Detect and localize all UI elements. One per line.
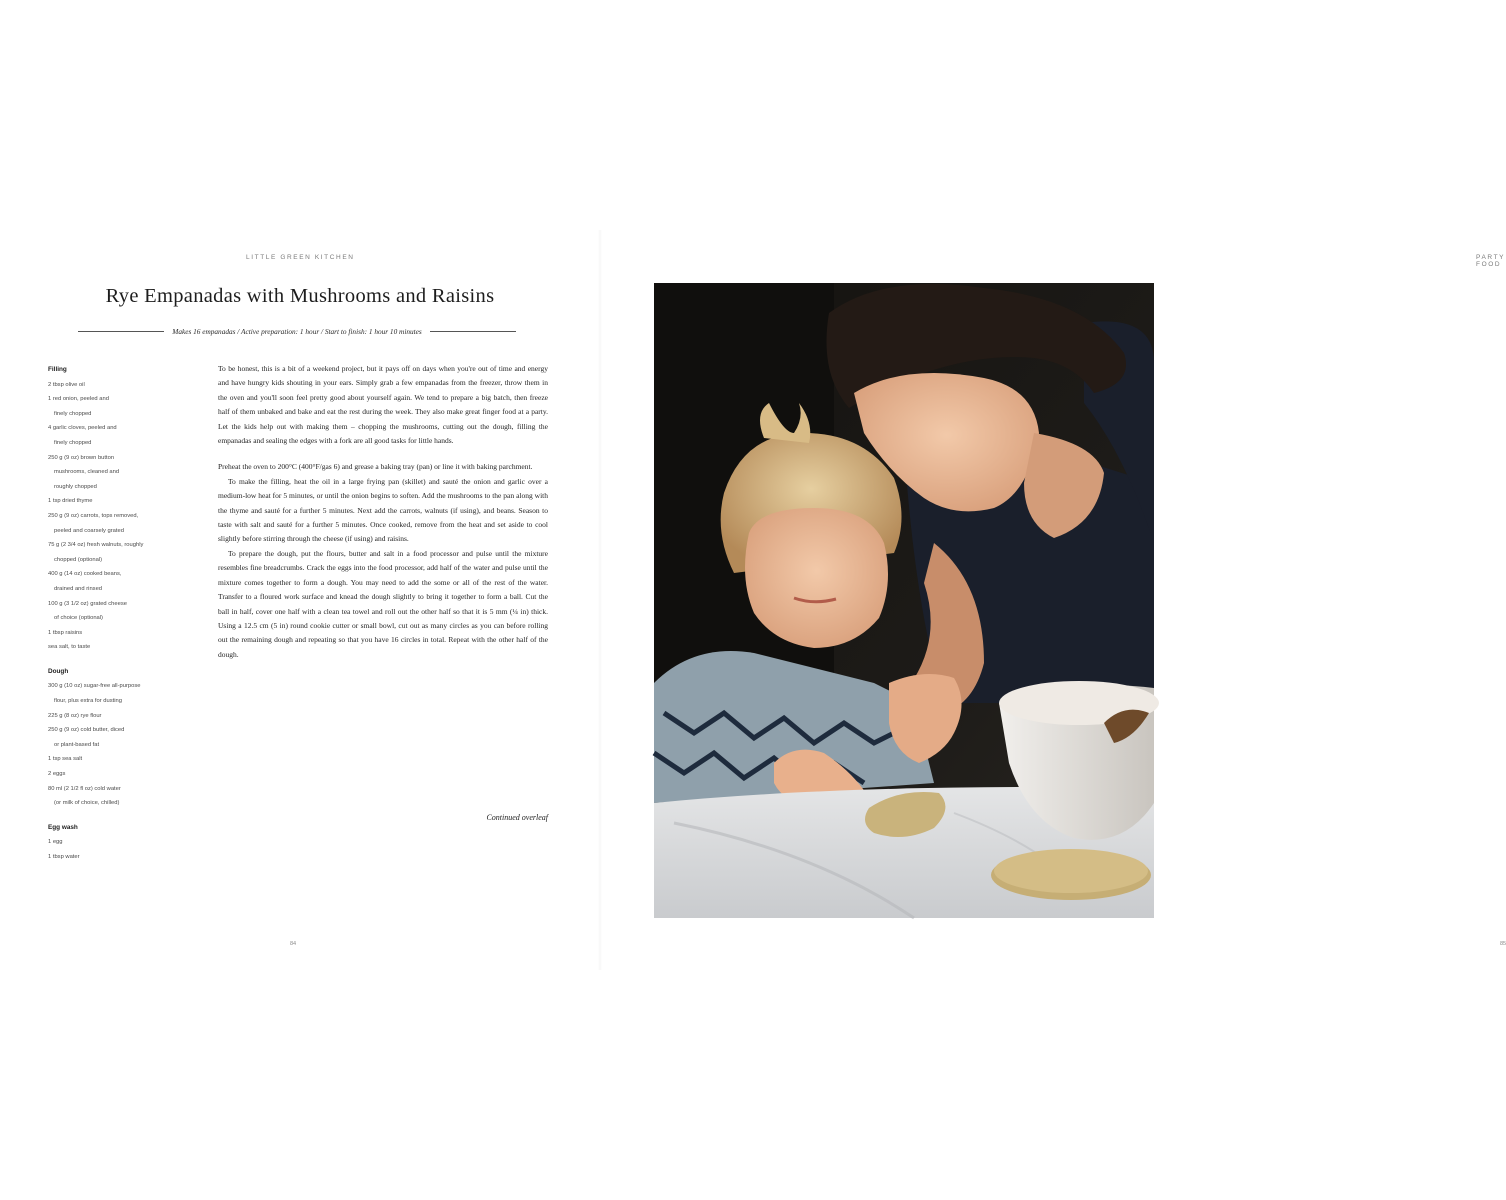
ingredient-line: 1 tbsp raisins bbox=[48, 629, 83, 636]
photo-mother-and-child bbox=[654, 283, 1154, 918]
ingredient-line: of choice (optional) bbox=[54, 615, 103, 622]
ingredient-line: 2 eggs bbox=[48, 771, 66, 778]
ingredient-line: finely chopped bbox=[54, 410, 92, 417]
ingredient-line: flour, plus extra for dusting bbox=[54, 698, 122, 705]
ingredient-line: peeled and coarsely grated bbox=[54, 527, 124, 534]
ingredient-line: roughly chopped bbox=[54, 483, 97, 490]
ingredients-egg-wash bbox=[48, 821, 198, 865]
method-text bbox=[218, 362, 548, 662]
ingredient-line: mushrooms, cleaned and bbox=[54, 469, 120, 476]
ingredient-line: 4 garlic cloves, peeled and bbox=[48, 425, 117, 432]
ingredient-line: (or milk of choice, chilled) bbox=[54, 800, 120, 807]
ingredient-line: 225 g (8 oz) rye flour bbox=[48, 712, 102, 719]
ingredient-line: 80 ml (2 1/2 fl oz) cold water bbox=[48, 785, 121, 792]
ingredient-line: 300 g (10 oz) sugar-free all-purpose bbox=[48, 683, 141, 690]
recipe-meta: Makes 16 empanadas / Active preparation: 1 hour / Start to finish: 1 hour 10 minutes bbox=[172, 326, 422, 336]
continued-overleaf: Continued overleaf bbox=[486, 813, 548, 822]
photo-illustration bbox=[654, 283, 1154, 918]
ingredient-line: 2 tbsp olive oil bbox=[48, 381, 85, 388]
method-paragraph: To be honest, this is a bit of a weekend project, but it pays off on days when you're out of time and energy and have hungry kids shouting in your ears. Simply grab a few empanadas from the freezer, throw them in the oven and you'll soon feel pretty good about yourself again. We tend to prepare a big batch, then freeze half of them unbaked and bake and eat the rest during the week. They also make great finger food at a party. Let the kids help out with making them – chopping the mushrooms, cutting out the dough, filling the empanadas and sealing the edges with a fork are all good tasks for little hands. bbox=[218, 364, 548, 446]
ingredients-egg-wash-heading: Egg wash bbox=[48, 823, 78, 831]
ingredients-dough-heading: Dough bbox=[48, 667, 69, 675]
rule-left bbox=[78, 331, 164, 332]
ingredients-filling-heading: Filling bbox=[48, 366, 67, 373]
ingredient-line: chopped (optional) bbox=[54, 556, 103, 563]
ingredient-line: 100 g (3 1/2 oz) grated cheese bbox=[48, 600, 127, 607]
page-number-right: 85 bbox=[1500, 941, 1506, 947]
ingredient-line: 1 tsp dried thyme bbox=[48, 498, 93, 505]
ingredient-line: sea salt, to taste bbox=[48, 644, 91, 651]
ingredient-line: 250 g (9 oz) carrots, tops removed, bbox=[48, 512, 139, 519]
ingredient-line: 1 red onion, peeled and bbox=[48, 396, 109, 403]
ingredient-line: 1 tsp sea salt bbox=[48, 756, 83, 763]
ingredient-line: finely chopped bbox=[54, 439, 92, 446]
recipe-title: Rye Empanadas with Mushrooms and Raisins bbox=[105, 285, 495, 307]
running-head-left: LITTLE GREEN KITCHEN bbox=[246, 254, 355, 261]
running-head-right: PARTY FOOD bbox=[1476, 254, 1505, 268]
ingredients-filling bbox=[48, 363, 198, 655]
ingredients-column bbox=[48, 363, 198, 875]
method-paragraph: To prepare the dough, put the flours, butter and salt in a food processor and pulse until the mixture resembles fine breadcrumbs. Crack the eggs into the food processor, add half of the water and pulse until the mixture comes together to form a dough. You may need to add the some or all of the rest of the water. Transfer to a floured work surface and knead the dough slightly to bring it together to form a ball. Cut the ball in half, cover one half with a clean tea towel and roll out the other half so that it is 5 mm (¼ in) thick. Using a 12.5 cm (5 in) round cookie cutter or small bowl, cut out as many circles as you can before rolling out the remaining dough and repeating so that you have 16 circles in total. Repeat with the other half of the dough. bbox=[218, 548, 548, 659]
rule-right bbox=[430, 331, 516, 332]
ingredient-line: 400 g (14 oz) cooked beans, bbox=[48, 571, 122, 578]
method-paragraph: Preheat the oven to 200°C (400°F/gas 6) and grease a baking tray (pan) or line it with baking parchment. bbox=[218, 462, 533, 472]
ingredient-line: 250 g (9 oz) brown button bbox=[48, 454, 115, 461]
ingredient-line: 75 g (2 3/4 oz) fresh walnuts, roughly bbox=[48, 542, 144, 549]
ingredient-line: 1 egg bbox=[48, 839, 63, 846]
ingredient-line: 1 tbsp water bbox=[48, 854, 80, 860]
ingredient-line: drained and rinsed bbox=[54, 585, 103, 592]
ingredient-line: 250 g (9 oz) cold butter, diced bbox=[48, 727, 125, 734]
ingredients-dough bbox=[48, 665, 198, 811]
ingredient-line: or plant-based fat bbox=[54, 741, 100, 748]
page-number-left: 84 bbox=[290, 941, 297, 947]
method-paragraph: To make the filling, heat the oil in a large frying pan (skillet) and sauté the onion and garlic over a medium-low heat for 5 minutes, or until the onion begins to soften. Add the mushrooms to the pan along with the thyme and sauté for a further 5 minutes. Next add the carrots, walnuts (if using), and beans. Season to taste with salt and sauté for a further 5 minutes. Once cooked, remove from the heat and set aside to cool slightly before stirring through the cheese (if using) and raisins. bbox=[218, 476, 548, 544]
left-page bbox=[0, 0, 600, 1200]
recipe-meta-row bbox=[78, 324, 516, 338]
